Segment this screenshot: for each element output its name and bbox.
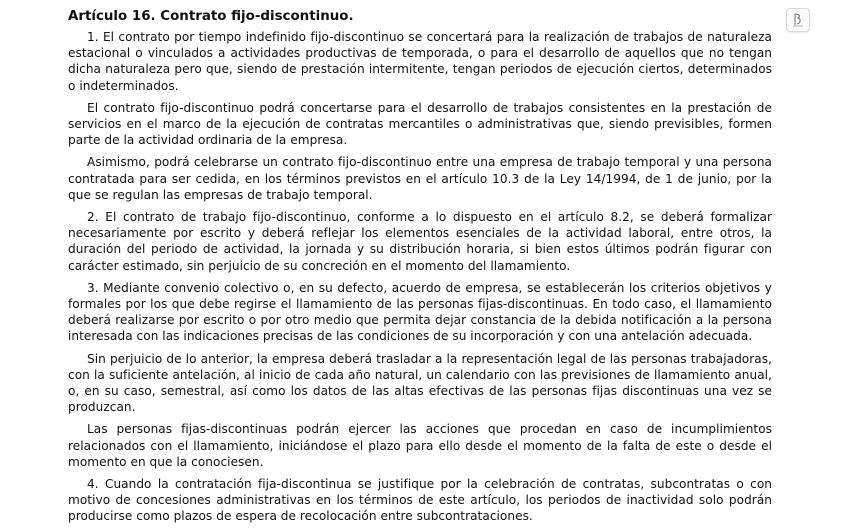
paragraph-5: 3. Mediante convenio colectivo o, en su defecto, acuerdo de empresa, se establecerán los criterios objetivos y formales por los que debe regirse el llamamiento de las personas fijas-discontinuas. En todo caso, el llamamiento deberá realizarse por escrito o por otro medio que permita dejar constancia de la debida notificación a la persona interesada con las indicaciones precisas de las condiciones de su incorporación y con una antelación adecuada. (68, 280, 772, 344)
paragraph-8: 4. Cuando la contratación fija-discontinua se justifique por la celebración de contratas, subcontratas o con motivo de concesiones administrativas en los términos de este artículo, los periodos de inactividad solo podrán producirse como plazos de espera de recolocación entre subcontrataciones. (68, 477, 772, 524)
paragraph-4: 2. El contrato de trabajo fijo-discontinuo, conforme a lo dispuesto en el artículo 8.2, se deberá formalizar necesariamente por escrito y deberá reflejar los elementos esenciales de la actividad laboral, entre otros, la duración del periodo de actividad, la jornada y su distribución horaria, si bien estos últimos podrán figurar con carácter estimado, sin perjuicio de su concreción en el momento del llamamiento. (68, 210, 772, 273)
paragraph-6: Sin perjuicio de lo anterior, la empresa deberá trasladar a la representación legal de las personas trabajadoras, con la suficiente antelación, al inicio de cada año natural, un calendario con las previsiones de llamamiento anual, o, en su caso, semestral, así como los datos de las altas efectivas de las personas fijas discontinuas una vez se produzcan. (68, 351, 772, 415)
article-title: Artículo 16. Contrato fijo-discontinuo. (68, 9, 354, 24)
paragraph-2: El contrato fijo-discontinuo podrá concertarse para el desarrollo de trabajos consistentes en la prestación de servicios en el marco de la ejecución de contratas mercantiles o administrativas que, siendo previsibles, formen parte de la actividad ordinaria de la empresa. (68, 100, 772, 148)
document-seal-icon[interactable] (786, 8, 810, 32)
paragraph-7: Las personas fijas-discontinuas podrán ejercer las acciones que procedan en caso de incumplimientos relacionados con el llamamiento, iniciándose el plazo para ello desde el momento de la falta de este o desde el momento en que la conociesen. (68, 422, 772, 469)
seal-glyph-icon (791, 12, 805, 28)
document-body (68, 8, 772, 531)
paragraph-1: 1. El contrato por tiempo indefinido fijo-discontinuo se concertará para la realización de trabajos de naturaleza estacional o vinculados a actividades productivas de temporada, o para el desarrollo de aquellos que no tengan dicha naturaleza pero que, siendo de prestación intermitente, tengan periodos de ejecución ciertos, determinados o indeterminados. (68, 30, 772, 93)
paragraph-3: Asimismo, podrá celebrarse un contrato fijo-discontinuo entre una empresa de trabajo temporal y una persona contratada para ser cedida, en los términos previstos en el artículo 10.3 de la Ley 14/1994, de 1 de junio, por la que se regulan las empresas de trabajo temporal. (68, 155, 772, 202)
